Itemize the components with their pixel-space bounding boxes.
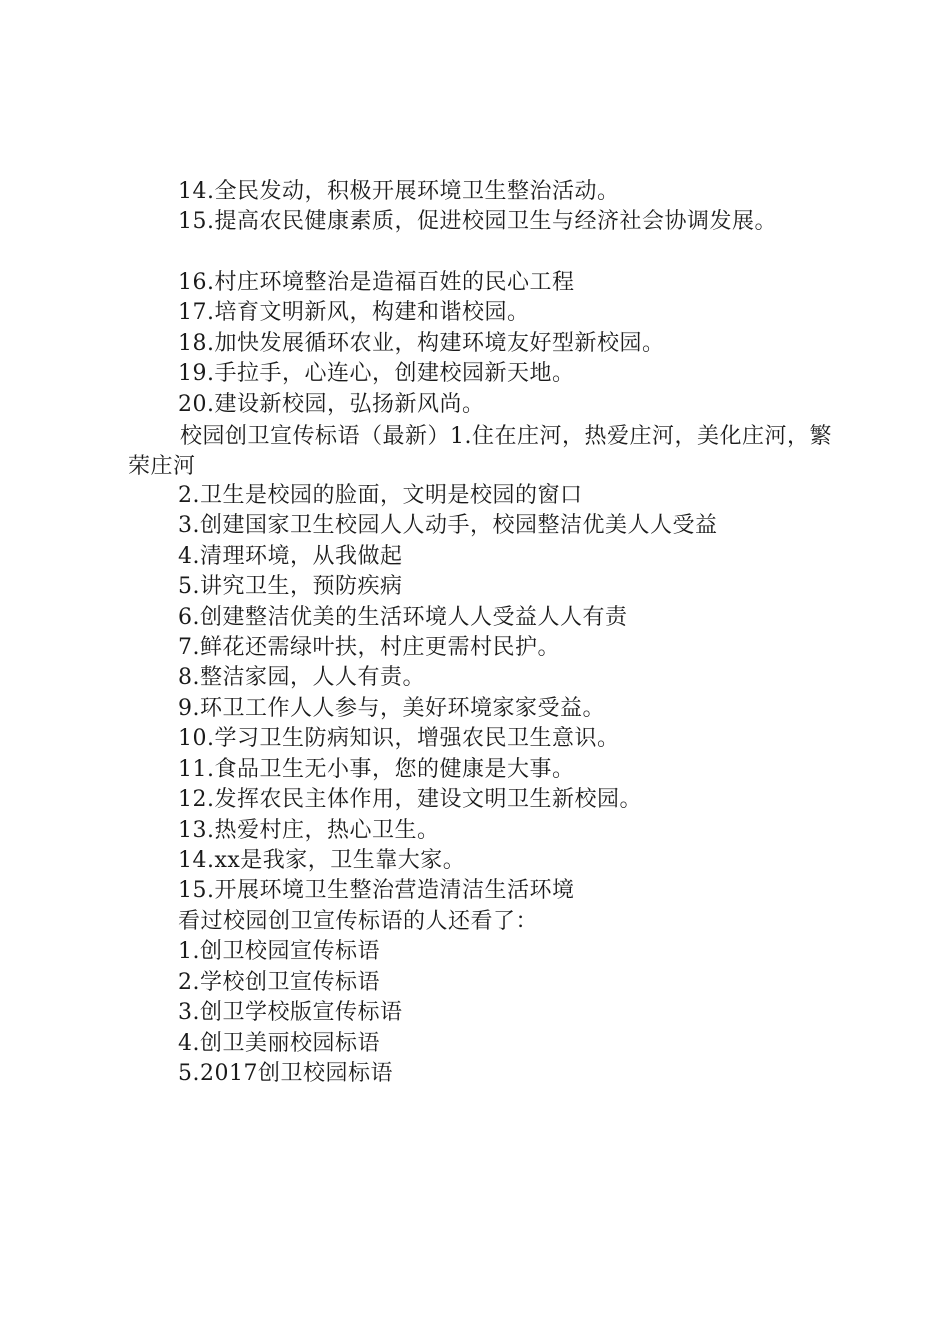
slogan-line: 14.xx是我家，卫生靠大家。 <box>178 848 466 873</box>
slogan-line: 12.发挥农民主体作用，建设文明卫生新校园。 <box>178 787 642 812</box>
slogan-line: 6.创建整洁优美的生活环境人人受益人人有责 <box>178 605 628 630</box>
related-item: 1.创卫校园宣传标语 <box>178 939 380 964</box>
slogan-line: 19.手拉手，心连心，创建校园新天地。 <box>178 361 575 386</box>
slogan-line: 5.讲究卫生，预防疾病 <box>178 574 403 599</box>
slogan-line: 13.热爱村庄，热心卫生。 <box>178 818 440 843</box>
slogan-line: 18.加快发展循环农业，构建环境友好型新校园。 <box>178 331 665 356</box>
slogan-line: 17.培育文明新风，构建和谐校园。 <box>178 300 530 325</box>
slogan-line: 15.提高农民健康素质，促进校园卫生与经济社会协调发展。 <box>178 209 777 234</box>
related-item: 3.创卫学校版宣传标语 <box>178 1000 403 1025</box>
slogan-line: 9.环卫工作人人参与，美好环境家家受益。 <box>178 696 605 721</box>
slogan-line: 7.鲜花还需绿叶扶，村庄更需村民护。 <box>178 635 560 660</box>
slogan-line: 20.建设新校园，弘扬新风尚。 <box>178 392 485 417</box>
related-item: 4.创卫美丽校园标语 <box>178 1031 380 1056</box>
slogan-line: 2.卫生是校园的脸面，文明是校园的窗口 <box>178 483 583 508</box>
slogan-line: 16.村庄环境整治是造福百姓的民心工程 <box>178 270 575 295</box>
slogan-line: 3.创建国家卫生校园人人动手，校园整洁优美人人受益 <box>178 513 718 538</box>
slogan-line: 14.全民发动，积极开展环境卫生整治活动。 <box>178 179 620 204</box>
slogan-line: 8.整洁家园，人人有责。 <box>178 665 425 690</box>
related-heading: 看过校园创卫宣传标语的人还看了： <box>178 909 539 934</box>
slogan-line: 4.清理环境，从我做起 <box>178 544 403 569</box>
slogan-line: 11.食品卫生无小事，您的健康是大事。 <box>178 757 575 782</box>
slogan-line: 10.学习卫生防病知识，增强农民卫生意识。 <box>178 726 620 751</box>
section-heading: 校园创卫宣传标语（最新）1.住在庄河，热爱庄河，美化庄河，繁荣庄河 <box>128 424 832 479</box>
slogan-line: 15.开展环境卫生整治营造清洁生活环境 <box>178 878 575 903</box>
related-item: 5.2017创卫校园标语 <box>178 1061 393 1086</box>
related-item: 2.学校创卫宣传标语 <box>178 970 380 995</box>
